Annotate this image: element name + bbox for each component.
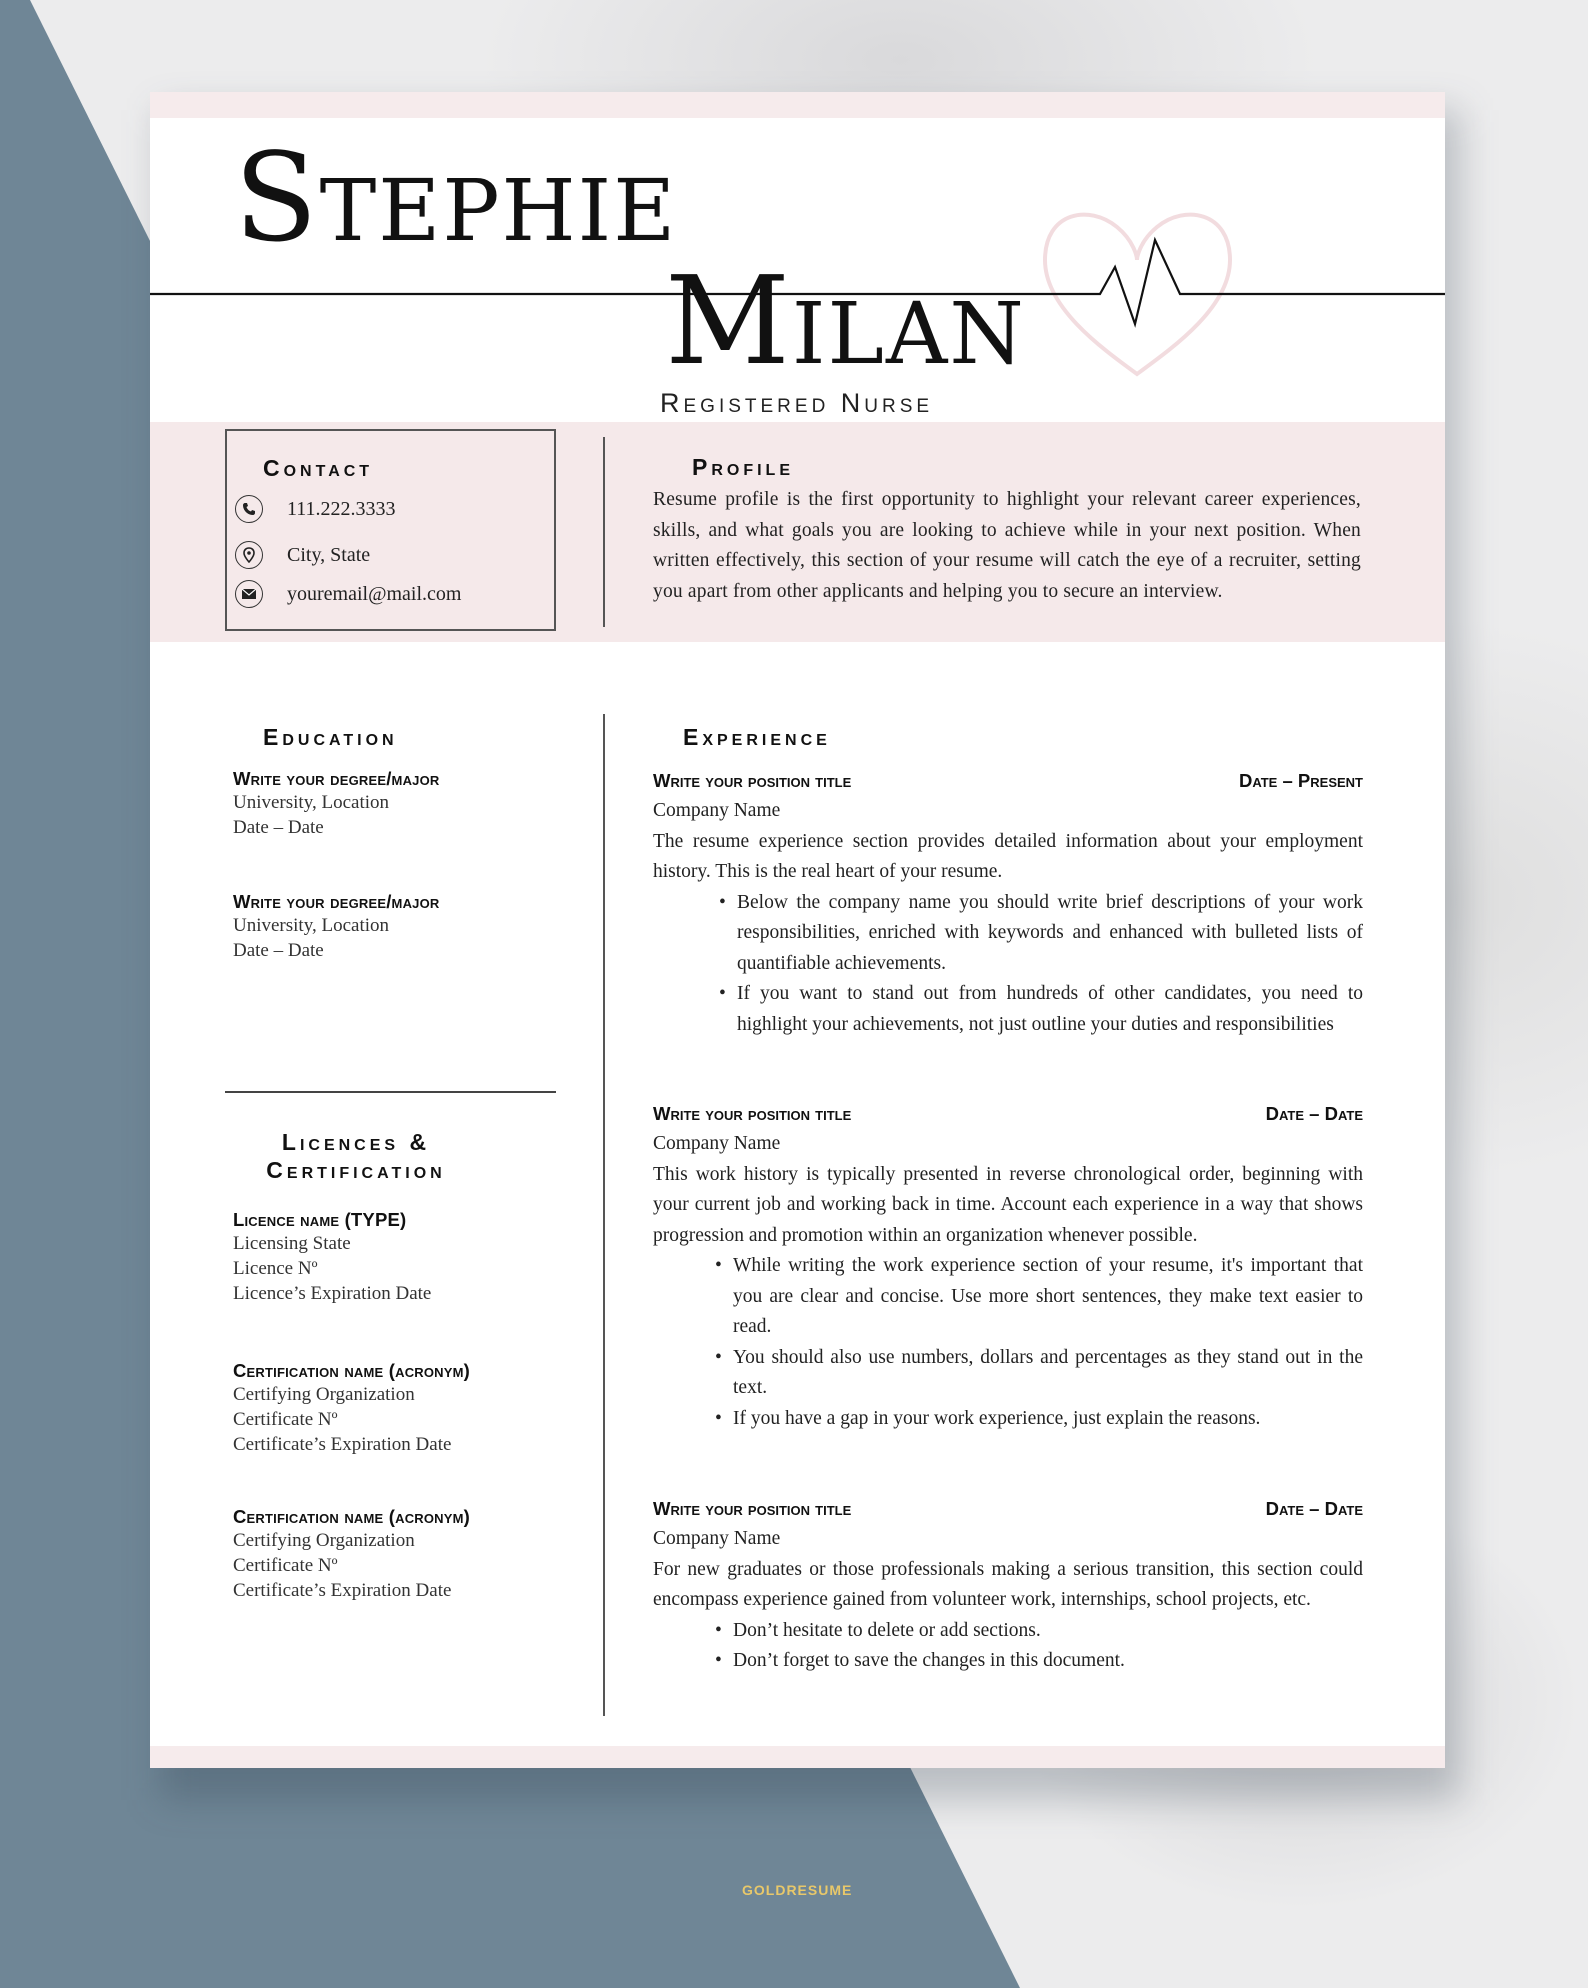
job-bullet: • Don’t hesitate to delete or add sections. [733,1616,1363,1647]
job-dates: Date – Present [1238,770,1363,791]
bottom-accent-band [150,1746,1445,1768]
envelope-icon [235,580,263,608]
education-date: Date – Date [233,817,324,838]
job-bullet: • Below the company name you should write brief descriptions of your work responsibilities, enriched with keywords and enhanced with bulleted lists of quantifiable achievements. [737,888,1363,980]
contact-email-row [235,580,461,608]
column-divider [603,714,605,1716]
profile-divider [603,437,605,627]
certification-line: Certifying Organization [233,1530,415,1551]
certification-line: Certificate Nº [233,1555,338,1576]
certification-line: Certificate’s Expiration Date [233,1580,452,1601]
licences-heading-line1: Licences & [281,1129,431,1155]
certification-item [233,1360,470,1457]
email-text: youremail@mail.com [287,582,462,605]
brand-watermark: GOLDRESUME [742,1882,853,1898]
job-bullets [653,1616,1363,1677]
contact-phone-row [235,495,396,523]
phone-icon [235,495,263,523]
job-bullets [653,888,1363,1041]
degree-title: Write your degree/major [233,768,440,789]
licence-line: Licence’s Expiration Date [233,1283,432,1304]
last-name: Milan [665,250,1026,392]
job-entry [653,1498,1363,1677]
resume-page [150,92,1445,1768]
certification-line: Certificate Nº [233,1409,338,1430]
licences-heading-line2: Certification [266,1157,446,1183]
job-bullet: • If you have a gap in your work experience, just explain the reasons. [733,1404,1363,1435]
contact-location-row [235,541,370,569]
job-header [653,1498,1363,1520]
job-entry [653,1103,1363,1434]
job-bullet: • You should also use numbers, dollars and percentages as they stand out in the text. [733,1343,1363,1404]
school-text: University, Location [233,792,390,813]
company-name: Company Name [653,800,781,821]
position-title: Write your position title [653,1498,852,1519]
experience-heading: Experience [683,724,831,750]
contact-box [225,429,556,631]
position-title: Write your position title [653,770,852,791]
job-header [653,1103,1363,1125]
degree-title: Write your degree/major [233,891,440,912]
education-item [233,891,440,963]
certification-line: Certificate’s Expiration Date [233,1434,452,1455]
job-bullets [653,1251,1363,1434]
location-pin-icon [235,541,263,569]
job-header [653,770,1363,792]
job-dates: Date – Date [1265,1498,1363,1519]
certification-name: Certification name (acronym) [233,1360,471,1381]
licences-heading [222,1128,490,1184]
phone-number: 111.222.3333 [287,497,396,520]
education-heading: Education [263,724,398,750]
job-description: For new graduates or those professionals making a serious transition, this section could encompass experience gained from volunteer work, internships, school projects, etc. [653,1558,1363,1610]
job-title: Registered Nurse [660,388,934,418]
top-accent-band [150,92,1445,118]
profile-heading: Profile [692,454,795,480]
company-name: Company Name [653,1528,781,1549]
education-item [233,768,440,840]
job-bullet: • Don’t forget to save the changes in this document. [733,1646,1363,1677]
certification-item [233,1506,470,1603]
position-title: Write your position title [653,1103,852,1124]
company-name: Company Name [653,1133,781,1154]
profile-text: Resume profile is the first opportunity to highlight your relevant career experiences, skills, and what goals you are looking to achieve while in your next position. When written effectively, this section of your resume will catch the eye of a recruiter, setting you apart from other applicants and helping you to secure an interview. [653,489,1361,602]
certification-line: Certifying Organization [233,1384,415,1405]
job-description: The resume experience section provides detailed information about your employment history. This is the real heart of your resume. [653,830,1363,882]
job-entry [653,770,1363,1040]
left-column-divider [225,1091,556,1093]
job-description: This work history is typically presented in reverse chronological order, beginning with your current job and working back in time. Account each experience in a way that shows progression and promotion within an organization whenever possible. [653,1163,1363,1246]
job-bullet: • While writing the work experience section of your resume, it's important that you are clear and concise. Use more short sentences, they make text easier to read. [733,1251,1363,1343]
contact-heading: Contact [263,455,374,481]
education-date: Date – Date [233,940,324,961]
licence-line: Licensing State [233,1233,351,1254]
licence-line: Licence Nº [233,1258,318,1279]
location-text: City, State [287,543,371,566]
school-text: University, Location [233,915,390,936]
licence-name: Licence name (TYPE) [233,1209,407,1230]
job-dates: Date – Date [1265,1103,1363,1124]
certification-name: Certification name (acronym) [233,1506,471,1527]
first-name: Stephie [234,127,678,269]
licence-item [233,1209,431,1306]
job-bullet: • If you want to stand out from hundreds of other candidates, you need to highlight your achievements, not just outline your duties and responsibilities [737,979,1363,1040]
